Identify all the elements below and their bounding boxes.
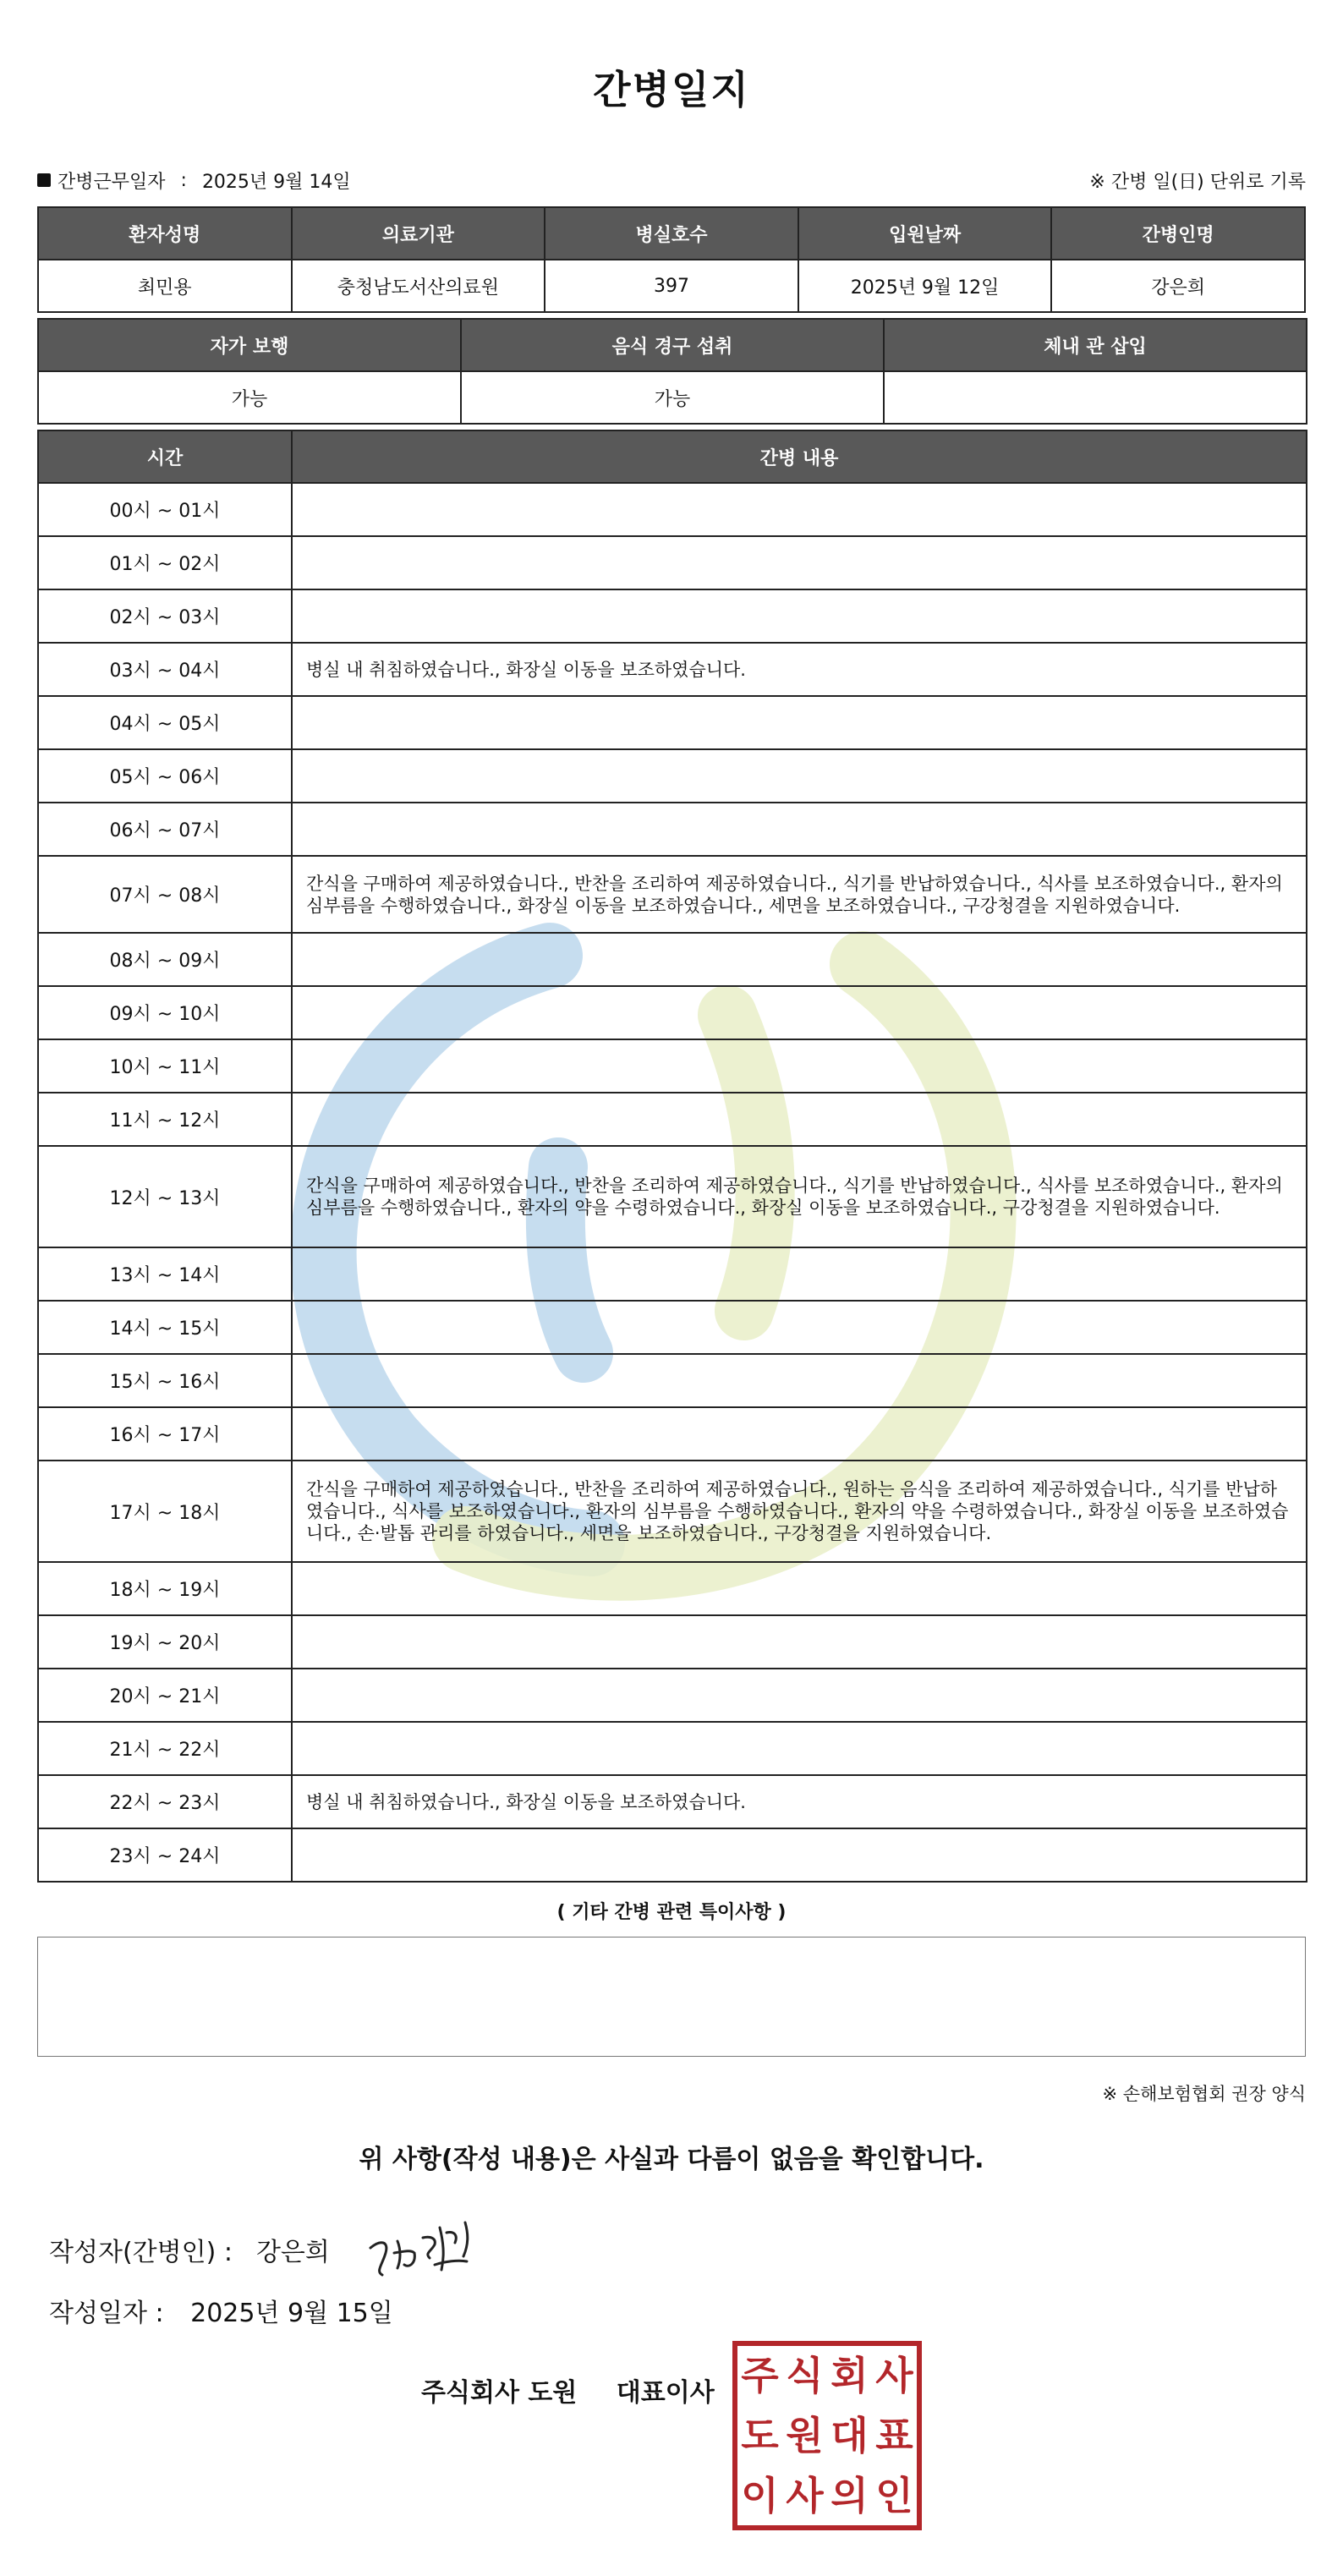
written-date-row [49, 2292, 393, 2329]
tube-insertion-value [884, 371, 1307, 424]
time-cell: 12시 ~ 13시 [38, 1146, 292, 1247]
handwritten-signature [364, 2216, 499, 2283]
company-seal-stamp [732, 2341, 922, 2530]
page-title: 간병일지 [593, 67, 750, 112]
content-cell [292, 933, 1307, 986]
company-signature-line [421, 2371, 715, 2409]
table-row [38, 643, 1307, 696]
time-cell: 13시 ~ 14시 [38, 1247, 292, 1301]
hospital-name: 충청남도서산의료원 [292, 260, 545, 312]
other-notes-box [37, 1937, 1306, 2057]
content-cell [292, 1669, 1307, 1722]
writer-label: 작성자(간병인) : [49, 2238, 233, 2267]
table-row [38, 1828, 1307, 1882]
time-cell: 07시 ~ 08시 [38, 856, 292, 933]
patient-info-value-row [38, 260, 1305, 312]
seal-char: 대 [830, 2412, 869, 2458]
confirmation-statement: 위 사항(작성 내용)은 사실과 다름이 없음을 확인합니다. [359, 2145, 984, 2174]
time-cell: 06시 ~ 07시 [38, 803, 292, 856]
time-cell: 17시 ~ 18시 [38, 1461, 292, 1562]
table-row [38, 986, 1307, 1039]
header-time: 시간 [38, 430, 292, 483]
written-date-value: 2025년 9월 15일 [190, 2299, 393, 2328]
time-cell: 09시 ~ 10시 [38, 986, 292, 1039]
seal-char: 사 [786, 2472, 824, 2518]
time-cell: 03시 ~ 04시 [38, 643, 292, 696]
table-row [38, 1669, 1307, 1722]
work-date-block [37, 167, 351, 194]
unit-note: ※ 간병 일(日) 단위로 기록 [1089, 171, 1306, 193]
time-cell: 19시 ~ 20시 [38, 1615, 292, 1669]
content-cell [292, 1615, 1307, 1669]
table-row [38, 1093, 1307, 1146]
patient-info-table [37, 206, 1306, 313]
content-cell [292, 589, 1307, 643]
header-admission-date: 입원날짜 [798, 207, 1052, 260]
representative-title: 대표이사 [616, 2378, 715, 2408]
patient-info-header-row [38, 207, 1305, 260]
care-header-row [38, 430, 1307, 483]
form-source-note: ※ 손해보험협회 권장 양식 [1102, 2084, 1306, 2104]
header-hospital: 의료기관 [292, 207, 545, 260]
time-cell: 05시 ~ 06시 [38, 749, 292, 803]
seal-char: 식 [786, 2353, 824, 2399]
writer-name: 강은희 [255, 2238, 330, 2267]
table-row [38, 1247, 1307, 1301]
header-room-number: 병실호수 [545, 207, 798, 260]
time-cell: 22시 ~ 23시 [38, 1775, 292, 1828]
time-cell: 23시 ~ 24시 [38, 1828, 292, 1882]
content-cell [292, 1247, 1307, 1301]
other-notes-title: ( 기타 간병 관련 특이사항 ) [556, 1902, 787, 1923]
table-row [38, 1354, 1307, 1407]
time-cell: 08시 ~ 09시 [38, 933, 292, 986]
ability-header-row [38, 319, 1307, 371]
content-cell [292, 1039, 1307, 1093]
seal-char: 표 [875, 2412, 913, 2458]
time-cell: 18시 ~ 19시 [38, 1562, 292, 1615]
content-cell: 병실 내 취침하였습니다., 화장실 이동을 보조하였습니다. [292, 1775, 1307, 1828]
content-cell: 병실 내 취침하였습니다., 화장실 이동을 보조하였습니다. [292, 643, 1307, 696]
care-log-table [37, 430, 1307, 1883]
content-cell: 간식을 구매하여 제공하였습니다., 반찬을 조리하여 제공하였습니다., 식기를 반납하였습니다., 식사를 보조하였습니다., 환자의 심부름을 수행하였습니다., 환자의 약을 수령하였습니다., 화장실 이동을 보조하였습니다., 구강청결을 지원하였습니다. [292, 1146, 1307, 1247]
header-self-walking: 자가 보행 [38, 319, 461, 371]
content-cell: 간식을 구매하여 제공하였습니다., 반찬을 조리하여 제공하였습니다., 원하는 음식을 조리하여 제공하였습니다., 식기를 반납하였습니다., 식사를 보조하였습니다., 환자의 심부름을 수행하였습니다., 환자의 약을 수령하였습니다., 화장실 이동을 보조하였습니다., 손·발톱 관리를 하였습니다., 세면을 보조하였습니다., 구강청결을 지원하였습니다. [292, 1461, 1307, 1562]
work-date-value: 2025년 9월 14일 [201, 171, 351, 193]
time-cell: 21시 ~ 22시 [38, 1722, 292, 1775]
header-oral-intake: 음식 경구 섭취 [461, 319, 884, 371]
work-date-colon: : [180, 169, 187, 191]
seal-char: 주 [741, 2353, 779, 2399]
written-date-label: 작성일자 : [49, 2299, 164, 2328]
time-cell: 14시 ~ 15시 [38, 1301, 292, 1354]
table-row [38, 589, 1307, 643]
time-cell: 10시 ~ 11시 [38, 1039, 292, 1093]
table-row [38, 1301, 1307, 1354]
table-row [38, 856, 1307, 933]
content-cell [292, 1301, 1307, 1354]
seal-char: 이 [741, 2472, 779, 2518]
table-row [38, 749, 1307, 803]
square-bullet-icon [37, 173, 51, 187]
seal-char: 의 [830, 2472, 869, 2518]
content-cell [292, 749, 1307, 803]
seal-char: 원 [786, 2412, 824, 2458]
header-caregiver-name: 간병인명 [1051, 207, 1305, 260]
work-date-label: 간병근무일자 [58, 171, 166, 193]
content-cell [292, 803, 1307, 856]
ability-value-row [38, 371, 1307, 424]
content-cell [292, 986, 1307, 1039]
content-cell [292, 696, 1307, 749]
seal-char: 인 [875, 2472, 913, 2518]
time-cell: 02시 ~ 03시 [38, 589, 292, 643]
admission-date: 2025년 9월 12일 [798, 260, 1052, 312]
header-patient-name: 환자성명 [38, 207, 292, 260]
content-cell [292, 1828, 1307, 1882]
table-row [38, 1146, 1307, 1247]
time-cell: 00시 ~ 01시 [38, 483, 292, 536]
time-cell: 16시 ~ 17시 [38, 1407, 292, 1461]
content-cell [292, 483, 1307, 536]
seal-char: 도 [741, 2412, 779, 2458]
table-row [38, 1039, 1307, 1093]
time-cell: 04시 ~ 05시 [38, 696, 292, 749]
table-row [38, 1722, 1307, 1775]
patient-ability-table [37, 318, 1307, 425]
patient-name: 최민용 [38, 260, 292, 312]
table-row [38, 1775, 1307, 1828]
time-cell: 11시 ~ 12시 [38, 1093, 292, 1146]
content-cell [292, 1562, 1307, 1615]
content-cell [292, 536, 1307, 589]
content-cell [292, 1407, 1307, 1461]
self-walking-value: 가능 [38, 371, 461, 424]
header-tube-insertion: 체내 관 삽입 [884, 319, 1307, 371]
content-cell [292, 1093, 1307, 1146]
seal-char: 회 [830, 2353, 869, 2399]
table-row [38, 933, 1307, 986]
table-row [38, 1407, 1307, 1461]
time-cell: 01시 ~ 02시 [38, 536, 292, 589]
table-row [38, 1562, 1307, 1615]
content-cell [292, 1722, 1307, 1775]
meta-row [37, 166, 1306, 195]
content-cell: 간식을 구매하여 제공하였습니다., 반찬을 조리하여 제공하였습니다., 식기를 반납하였습니다., 식사를 보조하였습니다., 환자의 심부름을 수행하였습니다., 화장실 이동을 보조하였습니다., 세면을 보조하였습니다., 구강청결을 지원하였습니다. [292, 856, 1307, 933]
table-row [38, 803, 1307, 856]
table-row [38, 1461, 1307, 1562]
oral-intake-value: 가능 [461, 371, 884, 424]
content-cell [292, 1354, 1307, 1407]
time-cell: 20시 ~ 21시 [38, 1669, 292, 1722]
table-row [38, 696, 1307, 749]
room-number: 397 [545, 260, 798, 312]
table-row [38, 483, 1307, 536]
table-row [38, 1615, 1307, 1669]
header-care-content: 간병 내용 [292, 430, 1307, 483]
seal-char: 사 [875, 2353, 913, 2399]
writer-row [49, 2216, 499, 2283]
time-cell: 15시 ~ 16시 [38, 1354, 292, 1407]
table-row [38, 536, 1307, 589]
company-name: 주식회사 도원 [421, 2378, 578, 2408]
caregiver-name: 강은희 [1051, 260, 1305, 312]
